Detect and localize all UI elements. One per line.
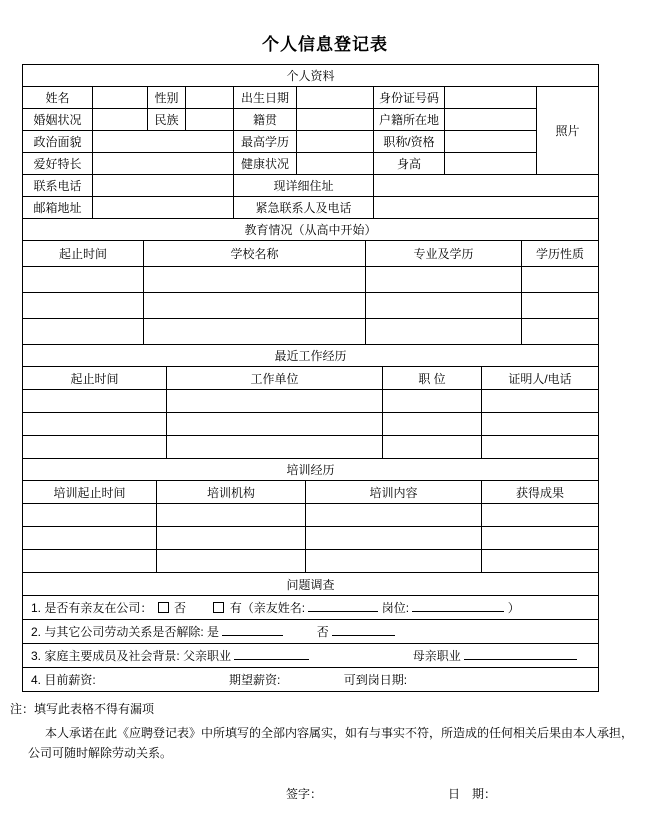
personal-info-table [22, 64, 599, 219]
footer-notes [0, 700, 650, 809]
section-header-personal: 个人资料 [23, 65, 599, 87]
training-col-header-result: 获得成果 [482, 481, 599, 504]
input-household[interactable] [445, 109, 537, 131]
input-height[interactable] [445, 153, 537, 175]
education-input-cell[interactable] [366, 319, 522, 345]
work-input-cell[interactable] [383, 413, 482, 436]
label-ethnicity: 民族 [148, 109, 186, 131]
work-input-cell[interactable] [23, 413, 167, 436]
q4-start-date-label: 可到岗日期: [343, 673, 408, 687]
education-col-header-major: 专业及学历 [366, 241, 522, 267]
work-col-header-company: 工作单位 [167, 367, 383, 390]
label-emergency-contact: 紧急联系人及电话 [234, 197, 374, 219]
input-marital-status[interactable] [93, 109, 148, 131]
survey-table [22, 572, 599, 692]
education-col-header-school: 学校名称 [144, 241, 366, 267]
training-input-cell[interactable] [306, 550, 482, 573]
label-address: 现详细住址 [234, 175, 374, 197]
training-input-cell[interactable] [23, 527, 157, 550]
label-height: 身高 [374, 153, 445, 175]
training-input-cell[interactable] [482, 504, 599, 527]
work-input-cell[interactable] [482, 436, 599, 459]
input-ethnicity[interactable] [186, 109, 234, 131]
training-input-cell[interactable] [482, 527, 599, 550]
training-input-cell[interactable] [23, 550, 157, 573]
q3-mother-label: 母亲职业 [412, 649, 461, 663]
input-address[interactable] [374, 175, 599, 197]
education-input-cell[interactable] [144, 293, 366, 319]
photo-cell: 照片 [537, 87, 599, 175]
training-col-header-institution: 培训机构 [157, 481, 306, 504]
q1-no-label: 否 [174, 601, 187, 615]
work-input-cell[interactable] [383, 390, 482, 413]
q1-yes-checkbox[interactable] [213, 602, 224, 613]
section-header-work: 最近工作经历 [23, 345, 599, 367]
input-name[interactable] [93, 87, 148, 109]
education-col-header-type: 学历性质 [522, 241, 599, 267]
training-col-header-content: 培训内容 [306, 481, 482, 504]
label-native-place: 籍贯 [234, 109, 297, 131]
input-emergency-contact[interactable] [374, 197, 599, 219]
education-input-cell[interactable] [366, 267, 522, 293]
input-health[interactable] [297, 153, 374, 175]
q3-father-blank[interactable] [234, 648, 309, 660]
section-header-survey: 问题调查 [23, 573, 599, 596]
label-id-number: 身份证号码 [374, 87, 445, 109]
training-input-cell[interactable] [306, 527, 482, 550]
training-input-cell[interactable] [482, 550, 599, 573]
education-input-cell[interactable] [144, 319, 366, 345]
work-col-header-period: 起止时间 [23, 367, 167, 390]
survey-question-3 [23, 644, 599, 668]
label-top-education: 最高学历 [234, 131, 297, 153]
q1-yes-label: 有（亲友姓名: [229, 601, 306, 615]
q3-mother-blank[interactable] [464, 648, 577, 660]
training-input-cell[interactable] [157, 527, 306, 550]
q4-expected-salary-label: 期望薪资: [229, 673, 281, 687]
label-phone: 联系电话 [23, 175, 93, 197]
section-header-education: 教育情况（从高中开始） [23, 219, 599, 241]
q2-text: 2. 与其它公司劳动关系是否解除: 是 [31, 625, 220, 639]
education-input-cell[interactable] [522, 267, 599, 293]
work-experience-table [22, 344, 599, 459]
input-native-place[interactable] [297, 109, 374, 131]
education-input-cell[interactable] [522, 293, 599, 319]
survey-question-4 [23, 668, 599, 692]
signature-label: 签字： [286, 787, 323, 801]
education-input-cell[interactable] [144, 267, 366, 293]
work-input-cell[interactable] [167, 436, 383, 459]
label-health: 健康状况 [234, 153, 297, 175]
label-hobbies: 爱好特长 [23, 153, 93, 175]
input-id-number[interactable] [445, 87, 537, 109]
q2-no-label: 否 [316, 625, 329, 639]
input-political-status[interactable] [93, 131, 234, 153]
education-input-cell[interactable] [23, 319, 144, 345]
survey-question-2 [23, 620, 599, 644]
education-input-cell[interactable] [522, 319, 599, 345]
q1-position-blank[interactable] [412, 600, 504, 612]
note-line: 注：填写此表格不得有漏项 [10, 702, 155, 716]
work-input-cell[interactable] [167, 413, 383, 436]
work-col-header-reference: 证明人/电话 [482, 367, 599, 390]
work-input-cell[interactable] [23, 436, 167, 459]
education-col-header-period: 起止时间 [23, 241, 144, 267]
education-table [22, 218, 599, 345]
section-header-training: 培训经历 [23, 459, 599, 481]
education-input-cell[interactable] [366, 293, 522, 319]
input-email[interactable] [93, 197, 234, 219]
declaration-text: 本人承诺在此《应聘登记表》中所填写的全部内容属实，如有与事实不符，所造成的任何相关后果由本人承担，公司可随时解除劳动关系。 [28, 726, 634, 760]
q1-friend-name-blank[interactable] [308, 600, 378, 612]
training-table [22, 458, 599, 573]
q1-no-checkbox[interactable] [158, 602, 169, 613]
work-input-cell[interactable] [383, 436, 482, 459]
input-top-education[interactable] [297, 131, 374, 153]
q1-text: 1. 是否有亲友在公司： [31, 601, 153, 615]
input-birth-date[interactable] [297, 87, 374, 109]
label-household: 户籍所在地 [374, 109, 445, 131]
label-marital-status: 婚姻状况 [23, 109, 93, 131]
label-birth-date: 出生日期 [234, 87, 297, 109]
work-col-header-position: 职 位 [383, 367, 482, 390]
survey-question-1 [23, 596, 599, 620]
work-input-cell[interactable] [167, 390, 383, 413]
work-input-cell[interactable] [23, 390, 167, 413]
work-input-cell[interactable] [482, 390, 599, 413]
label-gender: 性别 [148, 87, 186, 109]
q2-yes-blank[interactable] [222, 624, 283, 636]
page-title: 个人信息登记表 [262, 35, 388, 54]
label-political-status: 政治面貌 [23, 131, 93, 153]
work-input-cell[interactable] [482, 413, 599, 436]
education-input-cell[interactable] [23, 267, 144, 293]
q4-current-salary-label: 4. 目前薪资: [31, 673, 96, 687]
date-label: 日 期： [448, 787, 497, 801]
label-email: 邮箱地址 [23, 197, 93, 219]
input-title-qualification[interactable] [445, 131, 537, 153]
training-input-cell[interactable] [157, 550, 306, 573]
training-input-cell[interactable] [23, 504, 157, 527]
q1-suffix: ） [507, 601, 520, 615]
education-input-cell[interactable] [23, 293, 144, 319]
input-hobbies[interactable] [93, 153, 234, 175]
training-input-cell[interactable] [306, 504, 482, 527]
label-name: 姓名 [23, 87, 93, 109]
q1-position-label: 岗位: [381, 601, 410, 615]
q2-no-blank[interactable] [332, 624, 395, 636]
training-col-header-period: 培训起止时间 [23, 481, 157, 504]
q3-text: 3. 家庭主要成员及社会背景: 父亲职业 [31, 649, 232, 663]
input-phone[interactable] [93, 175, 234, 197]
signature-row [0, 785, 650, 809]
input-gender[interactable] [186, 87, 234, 109]
label-title-qualification: 职称/资格 [374, 131, 445, 153]
training-input-cell[interactable] [157, 504, 306, 527]
